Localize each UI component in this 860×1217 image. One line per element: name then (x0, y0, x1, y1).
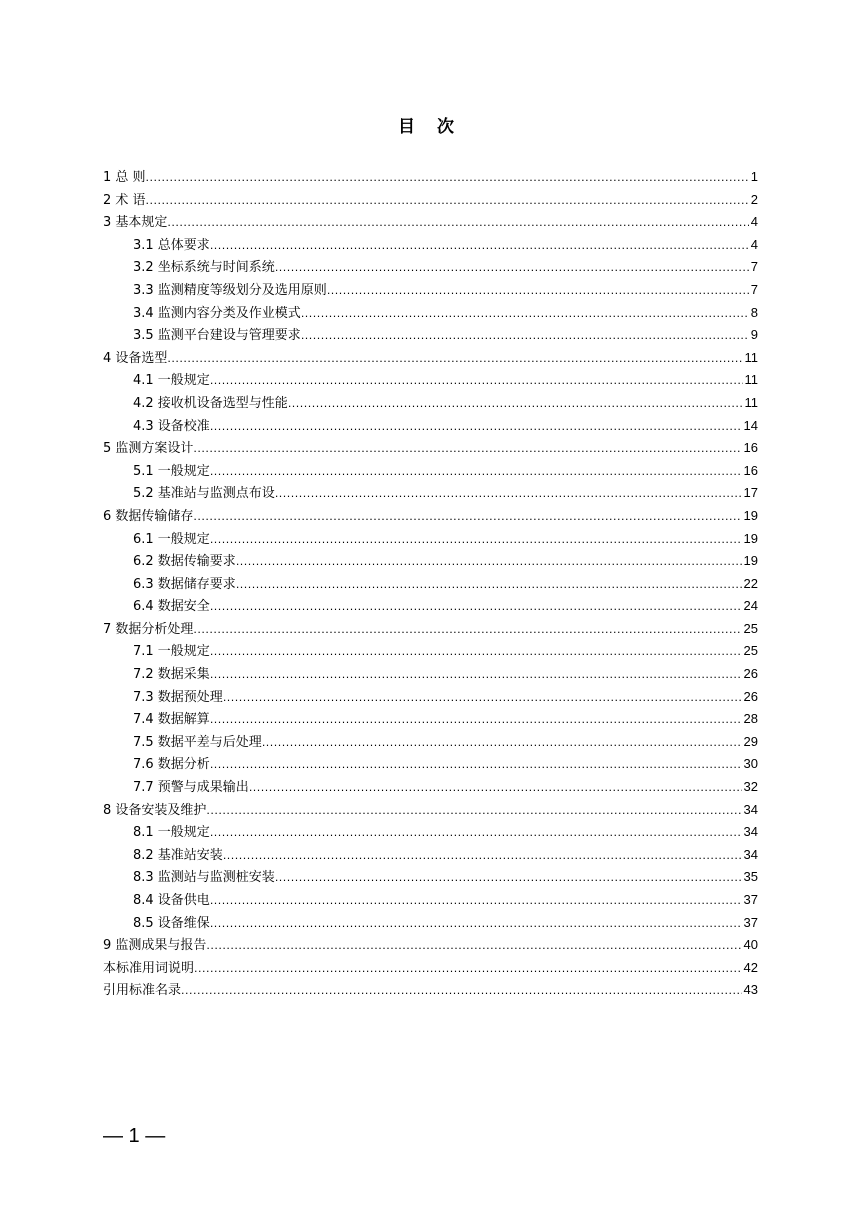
toc-leader-dots (210, 709, 742, 732)
toc-entry-label: 6.4 数据安全 (133, 599, 210, 615)
toc-leader-dots (210, 754, 742, 777)
toc-entry-page: 8 (750, 304, 758, 320)
toc-entry[interactable] (103, 347, 758, 370)
toc-entry-label: 4.2 接收机设备选型与性能 (133, 395, 288, 411)
toc-entry-page: 24 (743, 598, 758, 614)
toc-entry-page: 16 (743, 440, 758, 456)
toc-leader-dots (210, 890, 742, 913)
toc-entry-page: 9 (750, 327, 758, 343)
toc-entry[interactable] (103, 211, 758, 234)
toc-entry-label: 3.2 坐标系统与时间系统 (133, 260, 275, 276)
toc-leader-dots (301, 325, 749, 348)
toc-entry-page: 11 (744, 349, 758, 365)
toc-entry[interactable] (103, 912, 758, 935)
toc-entry[interactable] (103, 392, 758, 415)
toc-entry-label: 3.1 总体要求 (133, 237, 210, 253)
toc-entry-page: 28 (743, 711, 758, 727)
toc-entry[interactable] (103, 776, 758, 799)
toc-entry[interactable] (103, 686, 758, 709)
page-title: 目 次 (398, 117, 462, 137)
toc-entry-label: 8.3 监测站与监测桩安装 (133, 870, 275, 886)
toc-entry-page: 19 (743, 553, 758, 569)
toc-entry[interactable] (103, 799, 758, 822)
toc-leader-dots (167, 212, 748, 235)
toc-entry-label: 4 设备选型 (103, 350, 168, 366)
toc-entry-label: 7.7 预警与成果输出 (133, 780, 249, 796)
toc-leader-dots (210, 822, 742, 845)
toc-leader-dots (275, 483, 742, 506)
toc-leader-dots (167, 348, 742, 371)
toc-entry[interactable] (103, 595, 758, 618)
toc-entry[interactable] (103, 663, 758, 686)
toc-leader-dots (193, 506, 741, 529)
toc-entry-label: 5 监测方案设计 (103, 441, 194, 457)
toc-leader-dots (193, 619, 741, 642)
toc-entry-label: 6.3 数据储存要求 (133, 576, 236, 592)
toc-entry-label: 7.5 数据平差与后处理 (133, 734, 262, 750)
toc-leader-dots (206, 800, 741, 823)
toc-entry-label: 7.2 数据采集 (133, 667, 210, 683)
toc-entry[interactable] (103, 279, 758, 302)
toc-leader-dots (181, 980, 742, 1003)
toc-leader-dots (146, 167, 749, 190)
toc-leader-dots (327, 280, 749, 303)
toc-entry[interactable] (103, 844, 758, 867)
toc-entry-label: 7 数据分析处理 (103, 621, 194, 637)
toc-entry-page: 43 (743, 982, 758, 998)
toc-entry-page: 29 (743, 733, 758, 749)
toc-entry-page: 34 (743, 824, 758, 840)
toc-entry-page: 32 (743, 779, 758, 795)
toc-entry-label: 6.1 一般规定 (133, 531, 210, 547)
toc-entry-label: 3.4 监测内容分类及作业模式 (133, 305, 301, 321)
toc-entry[interactable] (103, 460, 758, 483)
toc-leader-dots (193, 438, 741, 461)
toc-entry-page: 25 (743, 620, 758, 636)
toc-entry-page: 17 (743, 485, 758, 501)
toc-entry-page: 40 (743, 937, 758, 953)
toc-entry-label: 7.1 一般规定 (133, 644, 210, 660)
toc-entry-label: 5.2 基准站与监测点布设 (133, 486, 275, 502)
toc-entry-page: 37 (743, 914, 758, 930)
toc-entry-page: 11 (744, 372, 758, 388)
toc-entry[interactable] (103, 573, 758, 596)
toc-entry[interactable] (103, 708, 758, 731)
toc-leader-dots (210, 913, 742, 936)
toc-entry[interactable] (103, 866, 758, 889)
toc-entry-page: 7 (750, 281, 758, 297)
toc-leader-dots (275, 257, 749, 280)
toc-entry-page: 16 (743, 462, 758, 478)
toc-entry-page: 1 (750, 169, 758, 184)
toc-entry[interactable] (103, 731, 758, 754)
toc-entry[interactable] (103, 528, 758, 551)
toc-leader-dots (301, 303, 749, 326)
toc-entry[interactable] (103, 302, 758, 325)
toc-leader-dots (288, 393, 743, 416)
toc-leader-dots (262, 732, 742, 755)
toc-entry-label: 6 数据传输储存 (103, 508, 194, 524)
toc-entry-page: 4 (750, 214, 758, 230)
toc-entry[interactable] (103, 957, 758, 980)
toc-entry-label: 6.2 数据传输要求 (133, 554, 236, 570)
toc-entry-label: 7.4 数据解算 (133, 712, 210, 728)
toc-entry-page: 30 (743, 756, 758, 772)
toc-entry-page: 37 (743, 892, 758, 907)
toc-leader-dots (275, 867, 742, 890)
toc-entry[interactable] (103, 437, 758, 460)
toc-entry[interactable] (103, 550, 758, 573)
toc-entry[interactable] (103, 618, 758, 641)
toc-entry-label: 2 术 语 (103, 192, 146, 208)
toc-entry-label: 1 总 则 (103, 170, 146, 185)
toc-entry-label: 7.6 数据分析 (133, 757, 210, 773)
toc-entry-label: 8.5 设备维保 (133, 915, 210, 931)
toc-entry-page: 19 (743, 530, 758, 546)
toc-entry-page: 2 (750, 191, 758, 207)
toc-entry[interactable] (103, 324, 758, 347)
toc-leader-dots (210, 235, 749, 258)
toc-entry-label: 8.1 一般规定 (133, 825, 210, 841)
toc-leader-dots (194, 958, 742, 981)
toc-entry-label: 3 基本规定 (103, 215, 168, 231)
toc-entry[interactable] (103, 753, 758, 776)
toc-entry-page: 26 (743, 688, 758, 704)
toc-leader-dots (210, 641, 742, 664)
toc-entry[interactable] (103, 640, 758, 663)
toc-leader-dots (210, 596, 742, 619)
toc-entry-page: 7 (750, 259, 758, 275)
toc-entry-label: 8.2 基准站安装 (133, 847, 223, 863)
toc-entry-page: 22 (743, 575, 758, 591)
toc-leader-dots (236, 574, 742, 597)
toc-entry-label: 8.4 设备供电 (133, 893, 210, 908)
toc-leader-dots (210, 416, 742, 439)
toc-leader-dots (236, 551, 742, 574)
toc-entry-page: 34 (743, 801, 758, 817)
toc-leader-dots (210, 529, 742, 552)
toc-entry[interactable] (103, 505, 758, 528)
toc-leader-dots (146, 190, 749, 213)
toc-entry[interactable] (103, 934, 758, 957)
toc-entry-label: 4.3 设备校准 (133, 418, 210, 434)
toc-entry[interactable] (103, 234, 758, 257)
toc-entry[interactable] (103, 821, 758, 844)
toc-entry-page: 42 (743, 959, 758, 975)
toc-leader-dots (206, 935, 741, 958)
toc-entry-label: 7.3 数据预处理 (133, 689, 223, 705)
toc-entry-label: 引用标准名录 (103, 983, 182, 999)
toc-entry-page: 11 (744, 394, 758, 410)
toc-entry-label: 4.1 一般规定 (133, 373, 210, 389)
toc-entry-label: 3.3 监测精度等级划分及选用原则 (133, 282, 327, 298)
toc-entry-label: 9 监测成果与报告 (103, 938, 207, 954)
toc-entry-label: 8 设备安装及维护 (103, 802, 207, 818)
toc-entry[interactable] (103, 979, 758, 1002)
toc-entry[interactable] (103, 166, 758, 189)
toc-entry-page: 19 (743, 507, 758, 523)
page-number: — 1 — (103, 1125, 166, 1147)
toc-leader-dots (210, 370, 743, 393)
toc-leader-dots (210, 461, 742, 484)
toc-entry-label: 5.1 一般规定 (133, 463, 210, 479)
toc-entry[interactable] (103, 256, 758, 279)
table-of-contents (103, 166, 758, 1002)
toc-entry-page: 4 (750, 236, 758, 252)
toc-entry[interactable] (103, 889, 758, 912)
toc-entry[interactable] (103, 482, 758, 505)
toc-entry[interactable] (103, 369, 758, 392)
toc-leader-dots (223, 687, 742, 710)
toc-entry-label: 3.5 监测平台建设与管理要求 (133, 328, 301, 344)
toc-entry-label: 本标准用词说明 (103, 960, 195, 976)
toc-entry-page: 25 (743, 643, 758, 659)
toc-leader-dots (210, 664, 742, 687)
toc-entry[interactable] (103, 189, 758, 212)
toc-entry-page: 26 (743, 666, 758, 682)
toc-entry-page: 34 (743, 846, 758, 862)
toc-entry[interactable] (103, 415, 758, 438)
toc-leader-dots (249, 777, 742, 800)
toc-entry-page: 14 (743, 417, 758, 433)
toc-leader-dots (223, 845, 742, 868)
toc-entry-page: 35 (743, 869, 758, 885)
